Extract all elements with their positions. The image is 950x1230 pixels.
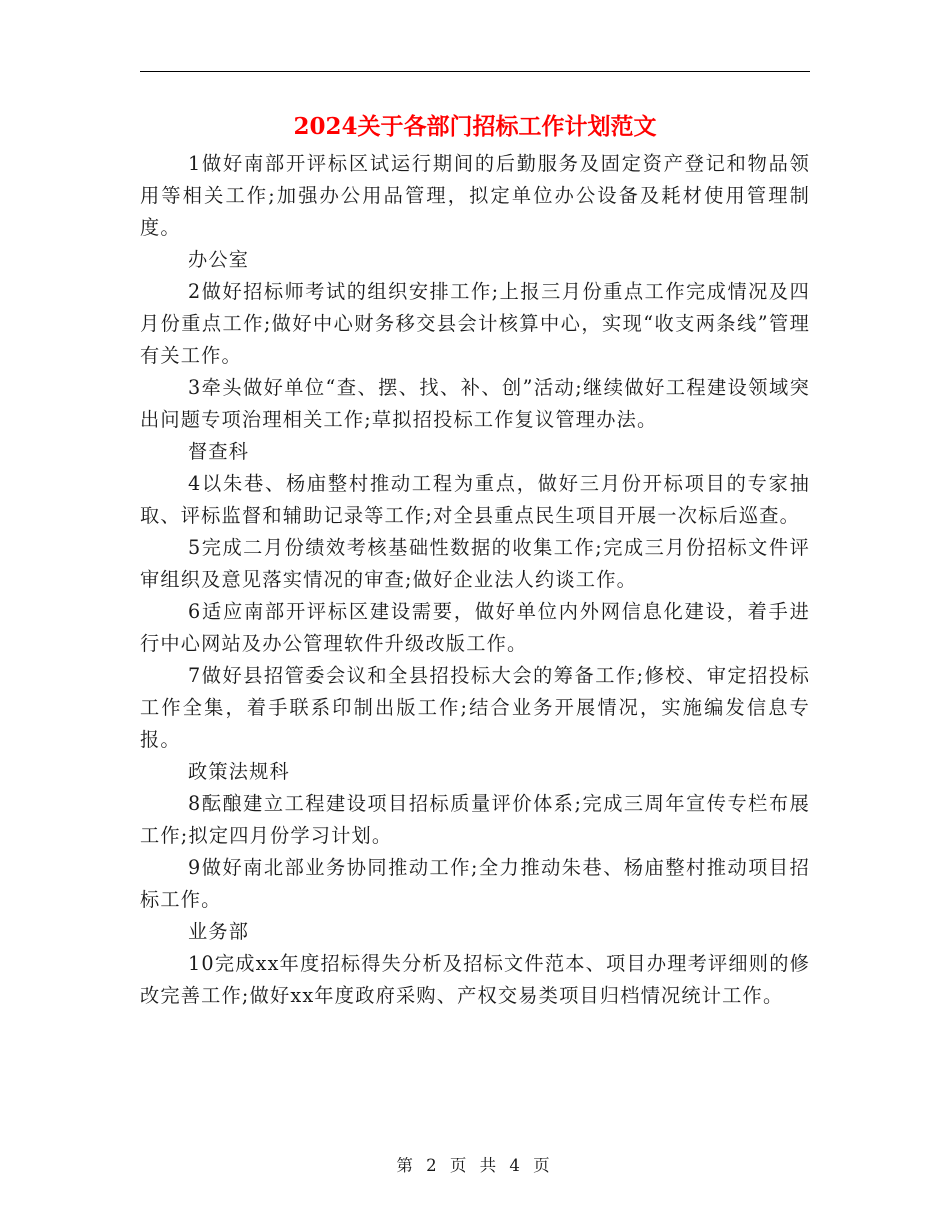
paragraph-4: 4以朱巷、杨庙整村推动工程为重点，做好三月份开标项目的专家抽取、评标监督和辅助记录等工作;对全县重点民生项目开展一次标后巡查。 — [140, 472, 810, 527]
section-heading-inspection: 督查科 — [188, 440, 250, 463]
header-rule — [140, 71, 810, 72]
paragraph-5: 5完成二月份绩效考核基础性数据的收集工作;完成三月份招标文件评审组织及意见落实情况的审查;做好企业法人约谈工作。 — [140, 536, 810, 591]
paragraph-8: 8酝酿建立工程建设项目招标质量评价体系;完成三周年宣传专栏布展工作;拟定四月份学习计划。 — [140, 792, 810, 847]
page-number-footer: 第 2 页 共 4 页 — [396, 1156, 554, 1175]
paragraph-2: 2做好招标师考试的组织安排工作;上报三月份重点工作完成情况及四月份重点工作;做好中心财务移交县会计核算中心，实现“收支两条线”管理有关工作。 — [140, 280, 810, 367]
paragraph-10: 10完成xx年度招标得失分析及招标文件范本、项目办理考评细则的修改完善工作;做好xx年度政府采购、产权交易类项目归档情况统计工作。 — [140, 952, 810, 1007]
section-heading-business: 业务部 — [188, 920, 250, 943]
document-body — [140, 148, 810, 1012]
paragraph-6: 6适应南部开评标区建设需要，做好单位内外网信息化建设，着手进行中心网站及办公管理软件升级改版工作。 — [140, 600, 810, 655]
document-title: 2024关于各部门招标工作计划范文 — [293, 113, 657, 140]
paragraph-3: 3牵头做好单位“查、摆、找、补、创”活动;继续做好工程建设领域突出问题专项治理相关工作;草拟招投标工作复议管理办法。 — [140, 376, 810, 431]
paragraph-9: 9做好南北部业务协同推动工作;全力推动朱巷、杨庙整村推动项目招标工作。 — [140, 856, 810, 911]
section-heading-office: 办公室 — [188, 248, 250, 271]
paragraph-7: 7做好县招管委会议和全县招投标大会的筹备工作;修校、审定招投标工作全集，着手联系印制出版工作;结合业务开展情况，实施编发信息专报。 — [140, 664, 810, 751]
section-heading-policy: 政策法规科 — [188, 760, 290, 783]
paragraph-1: 1做好南部开评标区试运行期间的后勤服务及固定资产登记和物品领用等相关工作;加强办公用品管理，拟定单位办公设备及耗材使用管理制度。 — [140, 152, 810, 239]
